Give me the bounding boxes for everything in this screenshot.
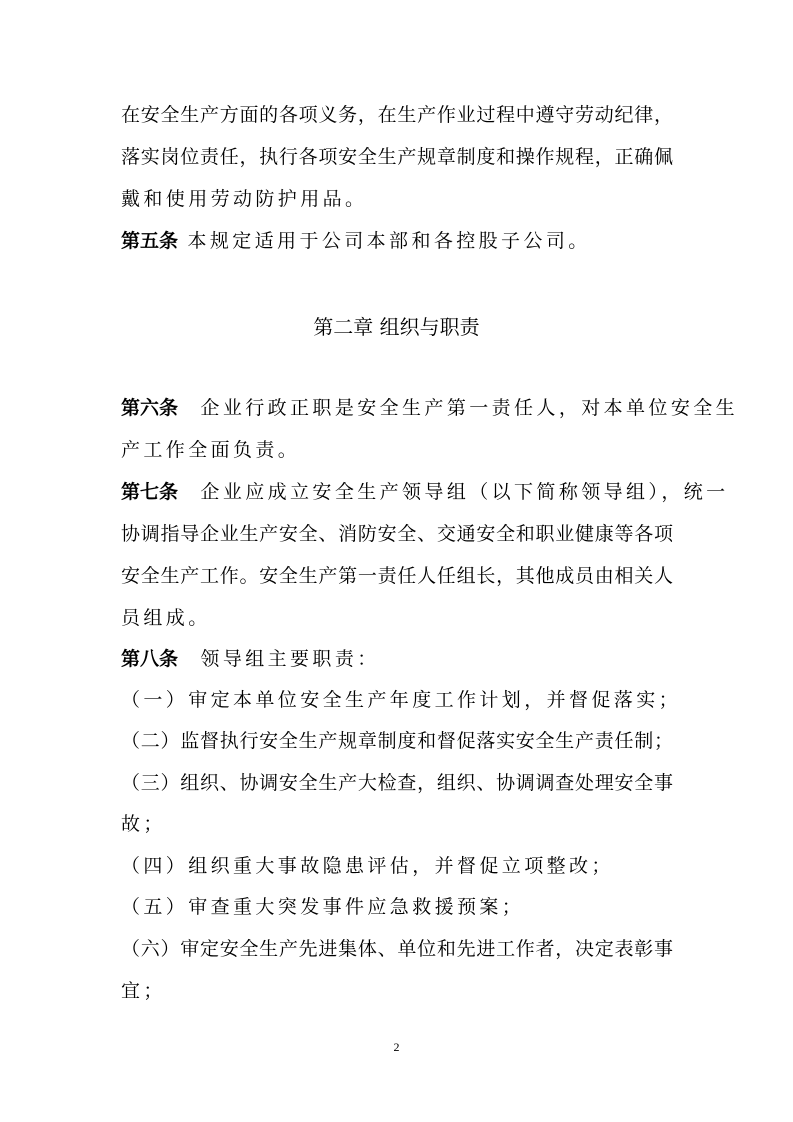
list-item-continued: 宜； xyxy=(121,980,166,1002)
article-7 xyxy=(121,480,729,504)
article-label: 第六条 xyxy=(121,397,179,419)
list-item: （二）监督执行安全生产规章制度和督促落实安全生产责任制； xyxy=(121,730,673,752)
paragraph-line: 安全生产工作。安全生产第一责任人任组长，其他成员由相关人 xyxy=(121,565,673,587)
article-text: 企业行政正职是安全生产第一责任人，对本单位安全生 xyxy=(178,397,739,419)
article-text: 领导组主要职责： xyxy=(178,648,380,670)
list-item: （四）组织重大事故隐患评估，并督促立项整改； xyxy=(121,855,614,877)
paragraph-line: 员组成。 xyxy=(121,607,211,629)
paragraph-line: 协调指导企业生产安全、消防安全、交通安全和职业健康等各项 xyxy=(121,523,673,545)
paragraph-line: 在安全生产方面的各项义务，在生产作业过程中遵守劳动纪律， xyxy=(121,104,673,126)
page-number: 2 xyxy=(393,1040,400,1054)
list-item: （六）审定安全生产先进集体、单位和先进工作者，决定表彰事 xyxy=(121,938,673,960)
article-label: 第五条 xyxy=(121,230,179,252)
list-item: （三）组织、协调安全生产大检查，组织、协调调查处理安全事 xyxy=(121,772,673,794)
article-text: 本规定适用于公司本部和各控股子公司。 xyxy=(178,230,591,252)
paragraph-line: 产工作全面负责。 xyxy=(121,439,301,461)
list-item-continued: 故； xyxy=(121,813,166,835)
paragraph-line: 落实岗位责任，执行各项安全生产规章制度和操作规程，正确佩 xyxy=(121,146,673,168)
article-6 xyxy=(121,396,739,420)
article-label: 第八条 xyxy=(121,648,179,670)
article-text: 企业应成立安全生产领导组（以下简称领导组），统一 xyxy=(178,481,729,503)
list-item: （一）审定本单位安全生产年度工作计划，并督促落实； xyxy=(121,689,682,711)
article-8 xyxy=(121,647,673,671)
article-label: 第七条 xyxy=(121,481,179,503)
list-item: （五）审查重大突发事件应急救援预案； xyxy=(121,896,525,918)
chapter-heading: 第二章 组织与职责 xyxy=(313,315,480,339)
article-5 xyxy=(121,229,673,253)
paragraph-line: 戴和使用劳动防护用品。 xyxy=(121,188,368,210)
